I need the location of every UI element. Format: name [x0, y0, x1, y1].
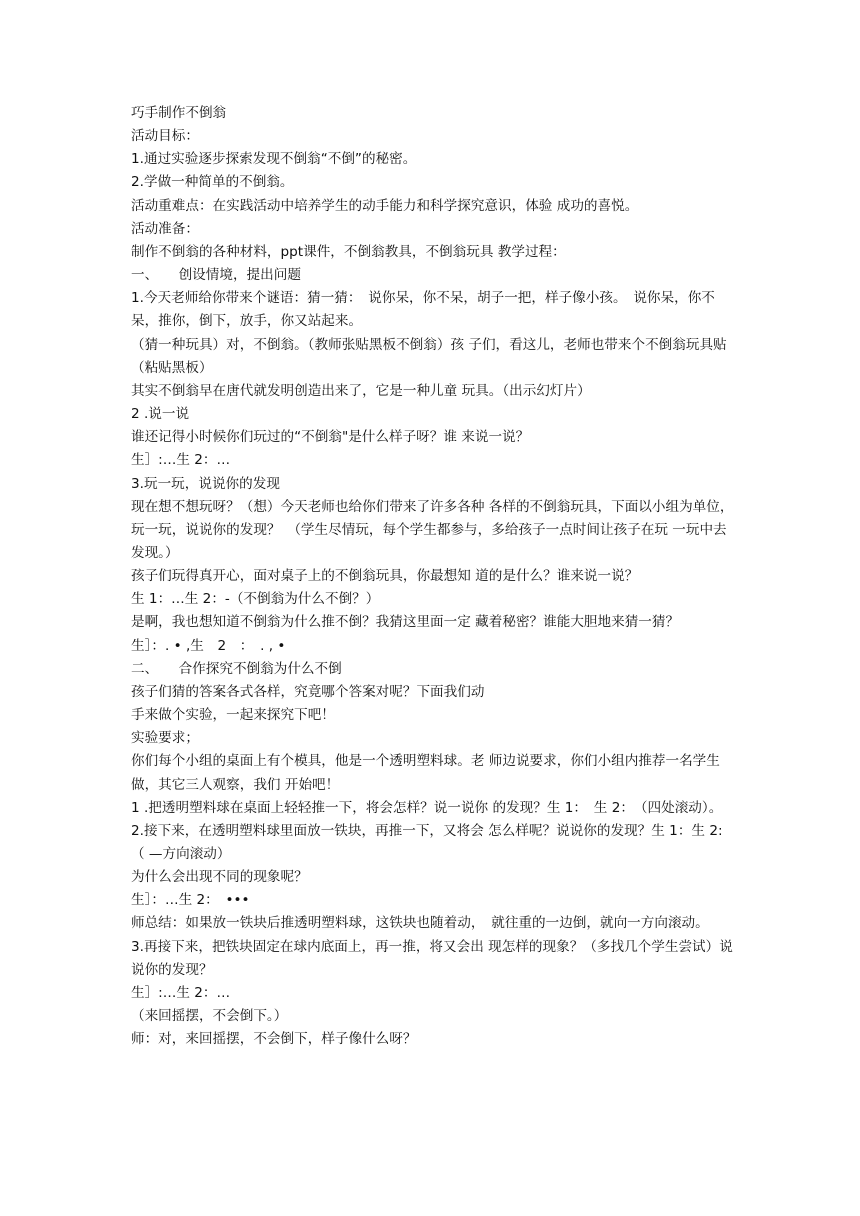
doc-line: 生］:…生 2：…	[131, 452, 231, 469]
doc-line: 活动重难点：在实践活动中培养学生的动手能力和科学探究意识，体验 成功的喜悦。	[131, 197, 639, 214]
doc-line: 师：对，来回摇摆，不会倒下，样子像什么呀？	[131, 1031, 417, 1048]
doc-paragraph: （猜一种玩具）对，不倒翁。（教师张贴黑板不倒翁）孩 子们，看这儿，老师也带来个不倒翁玩具贴（粘贴黑板）	[131, 336, 727, 376]
doc-paragraph: 师总结：如果放一铁块后推透明塑料球，这铁块也随着动， 就往重的一边倒，就向一方向滚动。	[131, 915, 709, 932]
doc-line: 活动目标：	[131, 128, 199, 145]
doc-line: 2.学做一种简单的不倒翁。	[131, 174, 294, 191]
doc-line: 其实不倒翁早在唐代就发明创造出来了，它是一种儿童 玩具。（出示幻灯片）	[131, 382, 591, 399]
doc-title: 巧手制作不倒翁	[131, 105, 227, 121]
doc-line: 孩子们猜的答案各式各样，究竟哪个答案对呢？下面我们动	[131, 683, 485, 700]
doc-line: 3.玩一玩，说说你的发现	[131, 475, 280, 492]
doc-line: 生］:…生 2：…	[131, 984, 231, 1001]
doc-paragraph: 现在想不想玩呀？（想）今天老师也给你们带来了许多各种 各样的不倒翁玩具，下面以小组为单位，玩一玩，说说你的发现？ （学生尽情玩，每个学生都参与，多给孩子一点时间让孩子在玩 一玩中去发现。）	[131, 498, 734, 561]
doc-line: 2 .说一说	[131, 406, 190, 423]
doc-line: 谁还记得小时候你们玩过的“不倒翁"是什么样子呀？谁 来说一说？	[131, 429, 530, 446]
doc-line: （来回摇摆，不会倒下。）	[131, 1008, 288, 1025]
doc-paragraph: 你们每个小组的桌面上有个模具，他是一个透明塑料球。老 师边说要求，你们小组内推荐一名学生做，其它三人观察，我们 开始吧！	[131, 753, 720, 793]
doc-line: 制作不倒翁的各种材料，ppt课件，不倒翁教具，不倒翁玩具 教学过程：	[131, 243, 566, 260]
doc-line: 活动准备：	[131, 220, 199, 237]
doc-paragraph: 3.再接下来，把铁块固定在球内底面上，再一推，将又会出 现怎样的现象？（多找几个学生尝试）说说你的发现？	[131, 938, 733, 978]
document-page	[131, 102, 735, 1051]
doc-paragraph: 2.接下来，在透明塑料球里面放一铁块，再推一下，又将会 怎么样呢？说说你的发现？生 1：生 2:（ —方向滚动）	[131, 822, 723, 862]
doc-paragraph: 1 .把透明塑料球在桌面上轻轻推一下，将会怎样？说一说你 的发现？生 1： 生 2： （四处滚动）。	[131, 799, 723, 816]
doc-line: 生 1：…生 2：-（不倒翁为什么不倒？）	[131, 591, 380, 608]
doc-line: 1.通过实验逐步探索发现不倒翁“不倒”的秘密。	[131, 151, 417, 168]
doc-paragraph: 是啊，我也想知道不倒翁为什么推不倒？我猜这里面一定 藏着秘密？谁能大胆地来猜一猜？	[131, 614, 680, 631]
doc-line: 实验要求；	[131, 730, 199, 747]
doc-line: 手来做个实验，一起来探究下吧！	[131, 707, 335, 724]
section-heading: 一、 创设情境，提出问题	[131, 267, 301, 284]
section-heading: 二、 合作探究不倒翁为什么不倒	[131, 660, 342, 677]
doc-line: 为什么会出现不同的现象呢？	[131, 869, 308, 886]
doc-line: 生］：. • ,生 2 ： . , •	[131, 637, 286, 654]
doc-line: 生］：…生 2： •••	[131, 892, 250, 909]
doc-paragraph: 1.今天老师给你带来个谜语：猜一猜： 说你呆，你不呆，胡子一把，样子像小孩。 说你呆，你不呆，推你，倒下，放手，你又站起来。	[131, 290, 715, 330]
doc-line: 孩子们玩得真开心，面对桌子上的不倒翁玩具，你最想知 道的是什么？谁来说一说？	[131, 568, 639, 585]
